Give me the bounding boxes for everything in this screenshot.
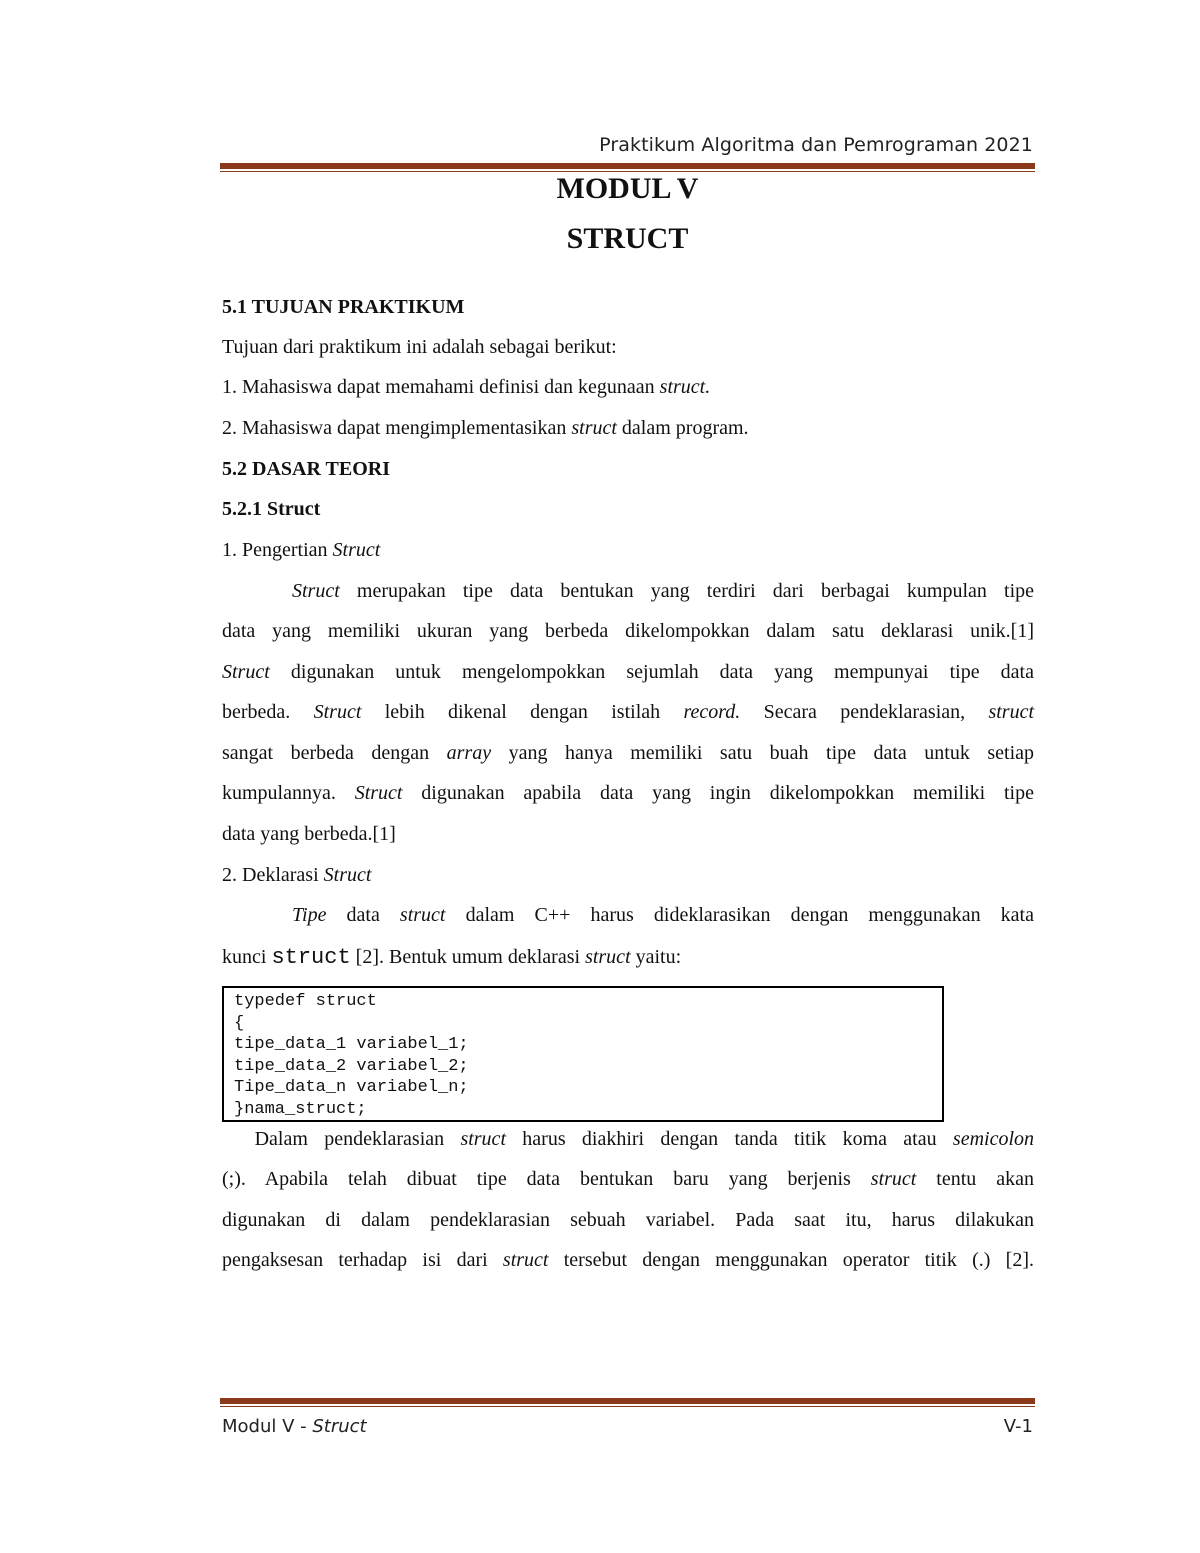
footer-rule xyxy=(220,1398,1035,1407)
code-line: }nama_struct; xyxy=(234,1099,367,1119)
code-line: { xyxy=(234,1013,245,1033)
list-item-deklarasi: 2. Deklarasi Struct xyxy=(222,864,372,886)
module-subtitle: STRUCT xyxy=(566,222,689,255)
paragraph-line: pengaksesan terhadap isi dari struct tersebut dengan menggunakan operator titik (.) [2]. xyxy=(222,1249,1034,1271)
paragraph-line: kumpulannya. Struct digunakan apabila data yang ingin dikelompokkan memiliki tipe xyxy=(222,782,1034,804)
objective-item-2: 2. Mahasiswa dapat mengimplementasikan struct dalam program. xyxy=(222,417,749,439)
code-line: tipe_data_2 variabel_2; xyxy=(234,1056,469,1076)
section-heading-5-1: 5.1 TUJUAN PRAKTIKUM xyxy=(222,296,465,318)
list-item-pengertian: 1. Pengertian Struct xyxy=(222,539,381,561)
code-block xyxy=(222,986,944,1122)
paragraph-line: berbeda. Struct lebih dikenal dengan istilah record. Secara pendeklarasian, struct xyxy=(222,701,1035,723)
header-text: Praktikum Algoritma dan Pemrograman 2021 xyxy=(599,134,1033,156)
header-rule xyxy=(220,163,1035,172)
code-line: typedef struct xyxy=(234,992,377,1011)
module-title: MODUL V xyxy=(556,172,699,205)
paragraph-line: data yang berbeda.[1] xyxy=(222,823,396,845)
paragraph-line: kunci struct [2]. Bentuk umum deklarasi struct yaitu: xyxy=(222,945,682,970)
paragraph-line: (;). Apabila telah dibuat tipe data bentukan baru yang berjenis struct tentu akan xyxy=(222,1168,1035,1190)
subsection-heading: 5.2.1 Struct xyxy=(222,498,321,520)
paragraph-line: digunakan di dalam pendeklarasian sebuah variabel. Pada saat itu, harus dilakukan xyxy=(222,1209,1034,1231)
code-line: Tipe_data_n variabel_n; xyxy=(234,1078,469,1097)
paragraph-line: Dalam pendeklarasian struct harus diakhiri dengan tanda titik koma atau semicolon xyxy=(222,1128,1034,1150)
footer-module-label: Modul V - Struct xyxy=(222,1416,367,1437)
code-line: tipe_data_1 variabel_1; xyxy=(234,1035,469,1054)
section-heading-5-2: 5.2 DASAR TEORI xyxy=(222,458,390,480)
paragraph-line: Struct merupakan tipe data bentukan yang terdiri dari berbagai kumpulan tipe xyxy=(292,580,1034,602)
paragraph-line: data yang memiliki ukuran yang berbeda dikelompokkan dalam satu deklarasi unik.[1] xyxy=(222,620,1034,642)
paragraph-line: Struct digunakan untuk mengelompokkan sejumlah data yang mempunyai tipe data xyxy=(222,661,1034,683)
paragraph-line: Tipe data struct dalam C++ harus dideklarasikan dengan menggunakan kata xyxy=(292,904,1034,926)
objective-item-1: 1. Mahasiswa dapat memahami definisi dan kegunaan struct. xyxy=(222,376,711,398)
paragraph-line: sangat berbeda dengan array yang hanya memiliki satu buah tipe data untuk setiap xyxy=(222,742,1035,764)
page-number: V-1 xyxy=(1003,1416,1033,1437)
intro-text: Tujuan dari praktikum ini adalah sebagai berikut: xyxy=(222,336,617,358)
